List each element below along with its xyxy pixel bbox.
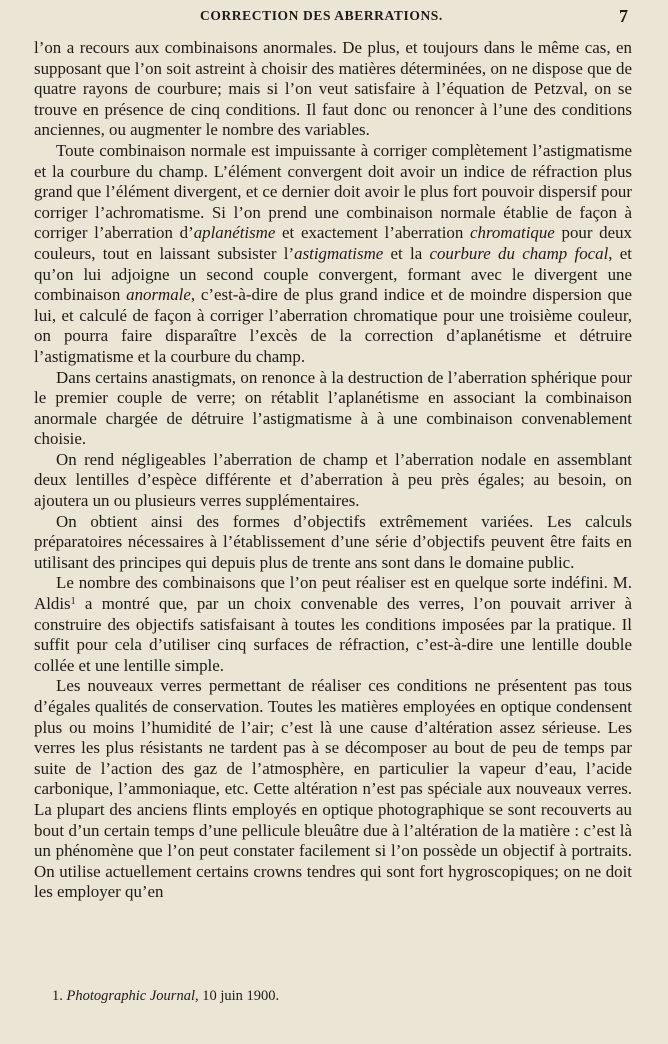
body-text	[34, 38, 632, 903]
text-run: Toute combinaison normale est impuissante à corriger complètement l’astigmatisme et la courbure du champ. L’élément convergent doit avoir un indice de réfraction plus grand que l’élément divergent, et ce dernier doit avoir le plus fort pouvoir dispersif pour corriger l’achromatisme. Si l’on prend une combinaison normale établie de façon à corriger l’aberration d’	[34, 140, 632, 243]
paragraph	[34, 512, 632, 574]
italic-term: anormale	[126, 285, 191, 305]
text-run: Le nombre des combinaisons que l’on peut réaliser est en quelque sorte indéfini. M. Aldis	[34, 573, 632, 614]
paragraph	[34, 368, 632, 450]
footnote-source: Photographic Journal	[66, 988, 195, 1004]
page-number: 7	[619, 6, 628, 26]
italic-term: chromatique	[470, 223, 555, 243]
text-run: On obtient ainsi des formes d’objectifs extrêmement variées. Les calculs préparatoires nécessaires à l’établissement d’une série d’objectifs peuvent être faits en utilisant des principes qui depuis plus de trente ans sont dans le domaine public.	[34, 511, 632, 572]
running-title: CORRECTION DES ABERRATIONS.	[200, 8, 443, 23]
text-run: et exactement l’aberration	[275, 223, 471, 243]
italic-term: courbure du champ focal	[429, 243, 609, 263]
paragraph	[34, 38, 632, 141]
footnote	[52, 987, 632, 1005]
text-run: a montré que, par un choix convenable des verres, l’on pouvait arriver à construire des objectifs satisfaisant à toutes les conditions imposées par la pratique. Il suffit pour cela d’utiliser cinq surfaces de réfraction, c’est-à-dire une lentille double collée et une lentille simple.	[34, 594, 632, 675]
paragraph	[34, 450, 632, 512]
text-run: pour deux couleurs, tout en laissant subsister l’	[34, 223, 633, 263]
paragraph	[34, 676, 632, 903]
paragraph	[34, 141, 632, 368]
text-run: Les nouveaux verres permettant de réaliser ces conditions ne présentent pas tous d’égales qualités de conservation. Toutes les matières employées en optique condensent plus ou moins l’humidité de l’air; c’est là une cause d’altération assez sérieuse. Les verres les plus résistants ne tardent pas à se décomposer au bout de peu de temps par suite de l’action des gaz de l’atmosphère, en particulier la vapeur d’eau, l’acide carbonique, l’ammoniaque, etc. Cette altération n’est pas spéciale aux nouveaux verres. La plupart des anciens flints employés en optique photographique se sont recouverts au bout d’un certain temps d’une pellicule bleuâtre due à l’altération de la matière : c’est là un phénomène que l’on peut constater facilement si l’on possède un objectif à portraits. On utilise actuellement certains crowns tendres qui sont fort hygroscopiques; on ne doit les employer qu’en	[34, 676, 632, 902]
text-run: , c’est-à-dire de plus grand indice et de moindre dispersion que lui, et calculé de façon à corriger l’aberration chromatique pour une troisième couleur, on pourra faire disparaître l’excès de la correction d’aplanétisme et détruire l’astigmatisme et la courbure du champ.	[34, 285, 632, 366]
italic-term: astigmatisme	[294, 243, 384, 263]
page-header	[0, 8, 668, 30]
italic-term: aplanétisme	[193, 223, 276, 243]
text-run: Dans certains anastigmats, on renonce à la destruction de l’aberration sphérique pour le premier couple de verre; on rétablit l’aplanétisme en associant la combinaison anormale chargée de détruire l’astigmatisme à à une combinaison convenablement choisie.	[34, 367, 632, 449]
text-run: , et qu’on lui adjoigne un second couple convergent, formant avec le divergent une combinaison	[34, 243, 632, 305]
footnote-reference: 1	[70, 596, 76, 608]
text-run: On rend négligeables l’aberration de champ et l’aberration nodale en assemblant deux lentilles d’espèce différente et d’aberration à peu près égales; au besoin, on ajoutera un ou plusieurs verres supplémentaires.	[34, 449, 632, 511]
text-run: et la	[383, 243, 430, 263]
text-run: l’on a recours aux combinaisons anormales. De plus, et toujours dans le même cas, en supposant que l’on soit astreint à choisir des matières déterminées, on ne dispose que de quatre rayons de courbure; mais si l’on veut satisfaire à l’équation de Petzval, on se trouve en présence de cinq conditions. Il faut donc ou renoncer à l’une des conditions anciennes, ou augmenter le nombre des variables.	[34, 38, 632, 140]
paragraph	[34, 573, 632, 676]
footnote-date: , 10 juin 1900.	[194, 988, 280, 1004]
footnote-number: 1.	[52, 988, 63, 1004]
